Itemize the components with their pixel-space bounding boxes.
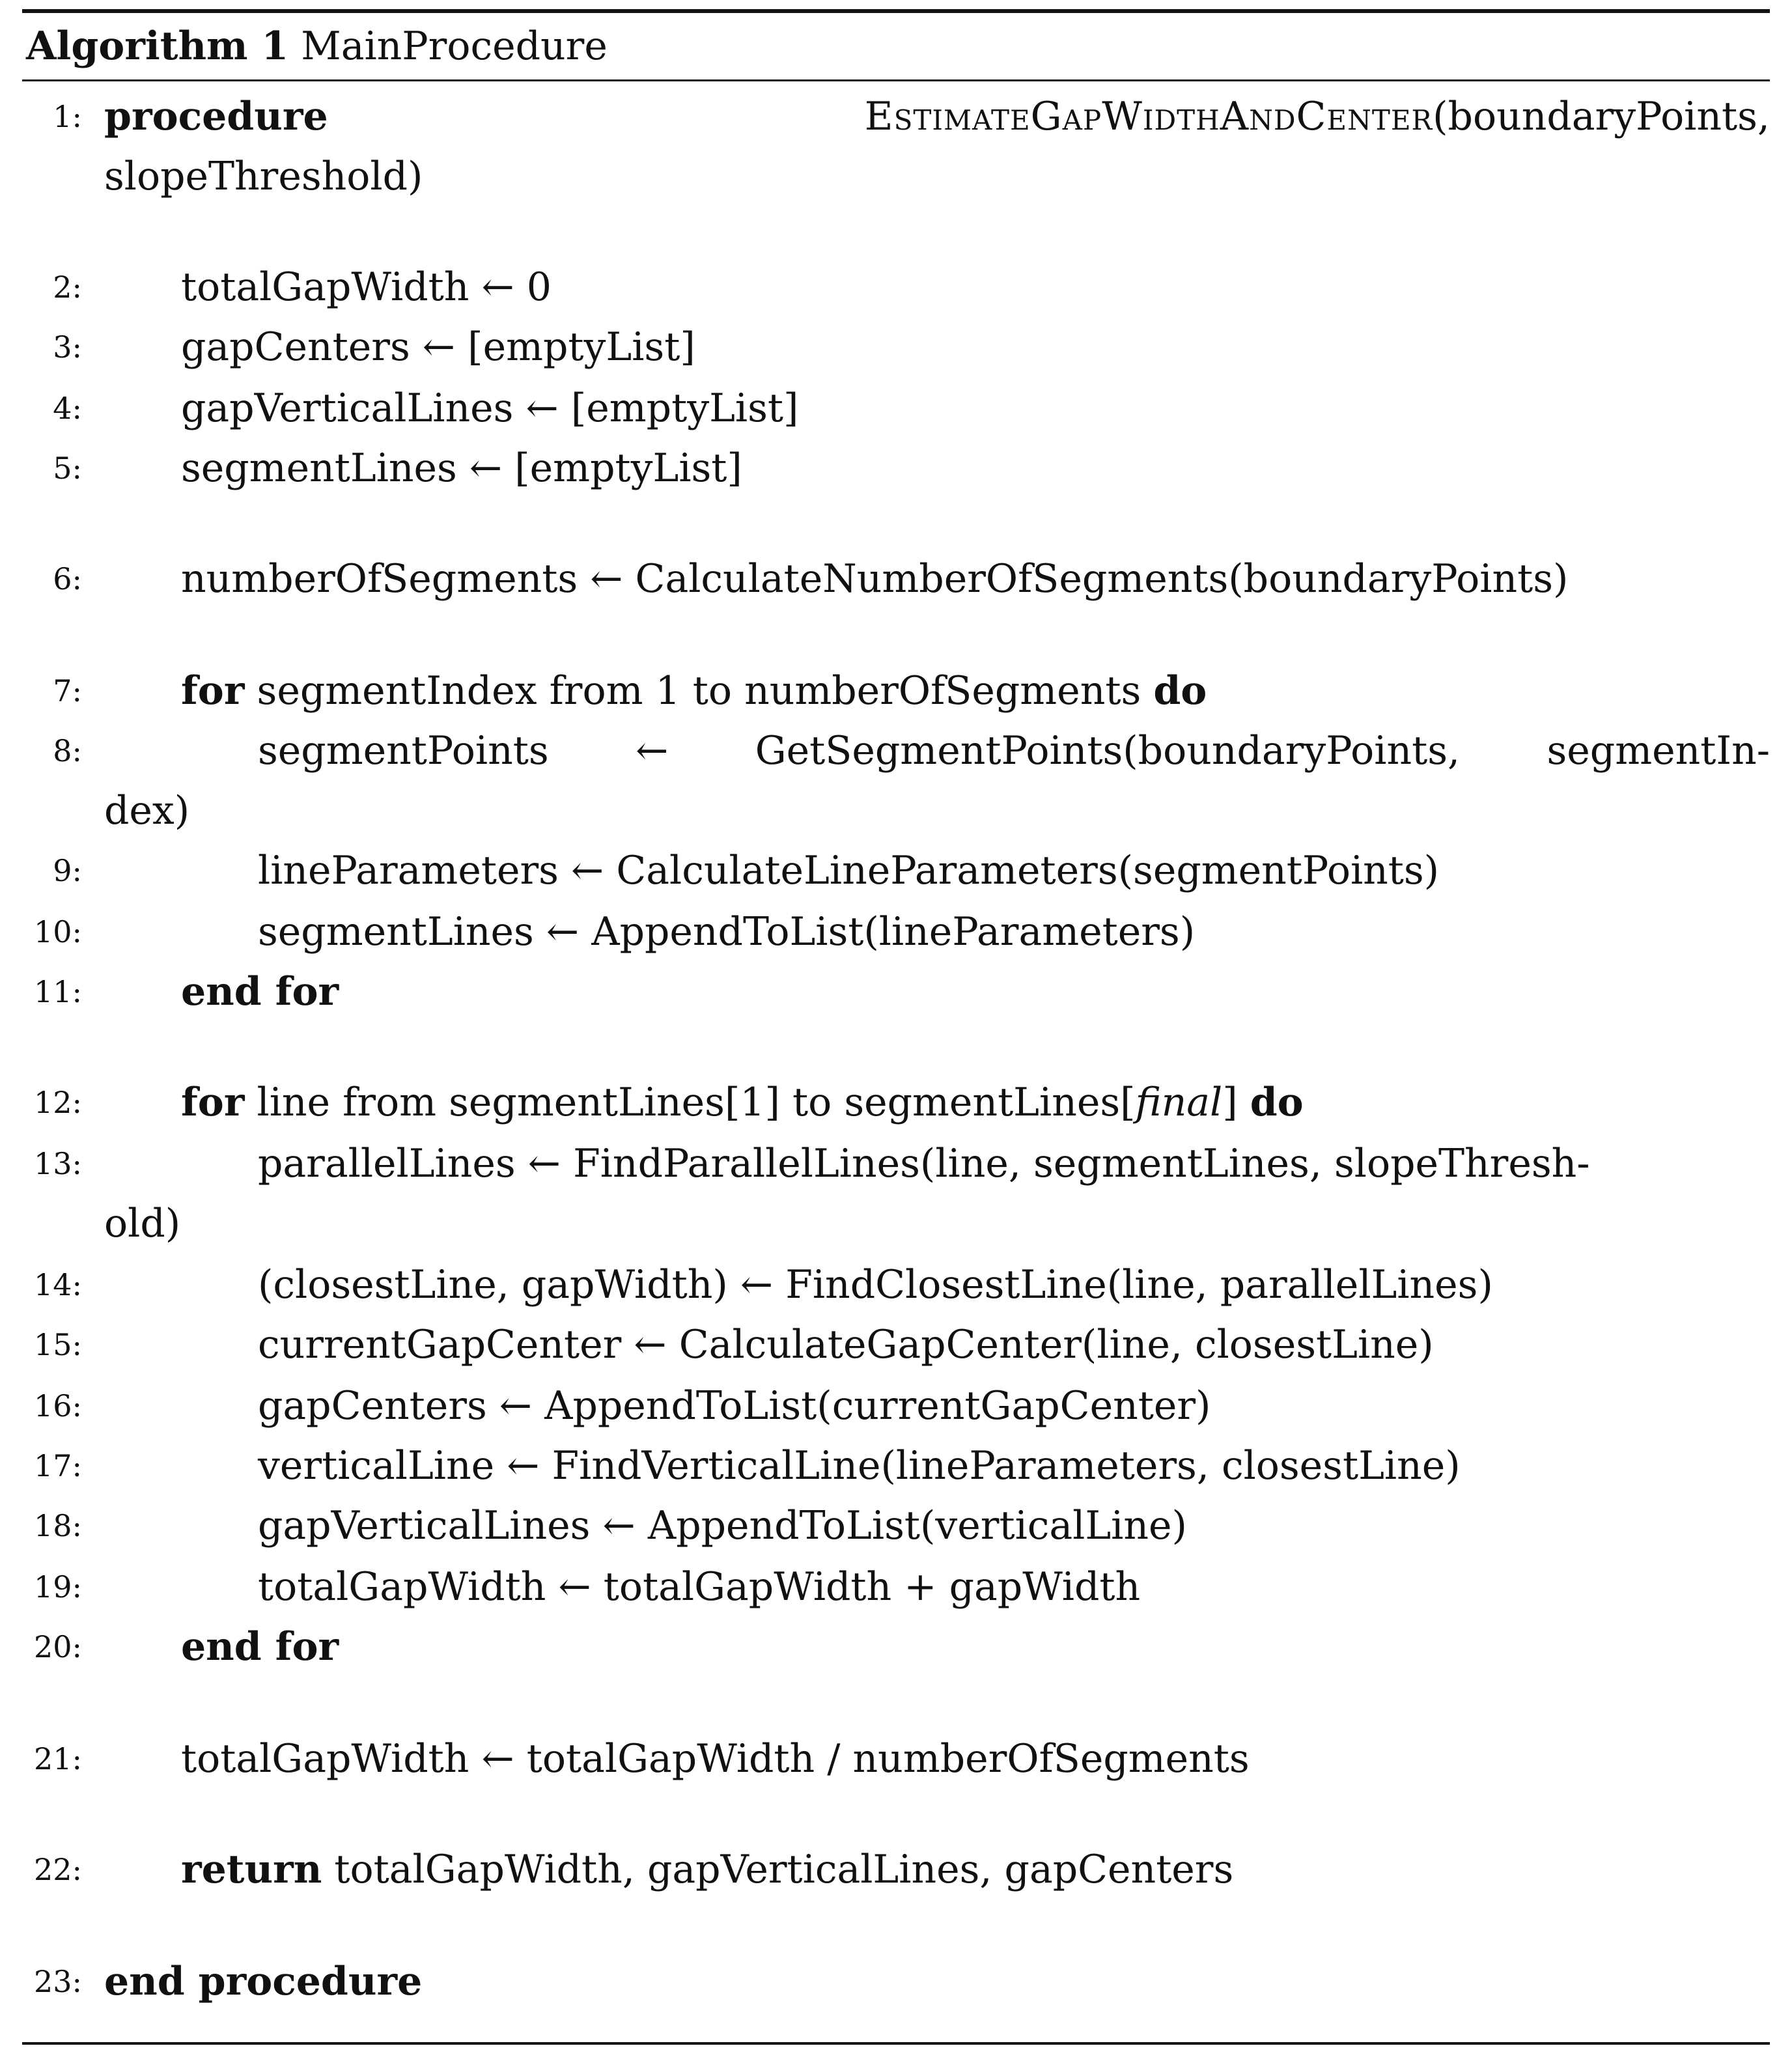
line-number: 15: [33,1327,82,1362]
line-code: gapVerticalLines ← AppendToList(verticalLine) [258,1503,1187,1549]
algorithm-line-3 [22,318,1770,376]
line-continuation: old) [104,1201,181,1246]
code-token: GetSegmentPoints(boundaryPoints, [755,728,1461,774]
line-code: verticalLine ← FindVerticalLine(lineParameters, closestLine) [258,1443,1461,1489]
algorithm-line-23 [22,1952,1770,2011]
line-number: 4: [53,391,82,426]
algorithm-line-19 [22,1558,1770,1616]
line-code: segmentLines ← [emptyList] [181,445,742,491]
line-code: totalGapWidth ← totalGapWidth / numberOfSegments [181,1736,1250,1782]
line-code: lineParameters ← CalculateLineParameters(segmentPoints) [258,848,1440,893]
procedure-signature [865,87,1770,146]
line-number: 1: [53,99,82,134]
algorithm-line-13-cont [22,1194,1770,1253]
line-number: 9: [53,853,82,888]
line-code: totalGapWidth ← 0 [181,264,552,310]
algorithm-line-1 [22,87,1770,146]
line-number: 16: [33,1388,82,1423]
algorithm-label: Algorithm 1 [26,23,289,69]
algorithm-line-16 [22,1377,1770,1435]
top-rule [22,9,1770,13]
algorithm-line-8-cont [22,781,1770,840]
algorithm-line-10 [22,903,1770,961]
algorithm-name: MainProcedure [301,23,608,69]
return-values: totalGapWidth, gapVerticalLines, gapCenters [322,1847,1234,1892]
line-number: 18: [33,1508,82,1543]
line-number: 17: [33,1448,82,1483]
line-code [181,1840,1233,1899]
line-code [258,722,1770,780]
algorithm-line-20 [22,1618,1770,1676]
algorithm-line-5 [22,439,1770,498]
code-token: segmentPoints [258,728,549,774]
line-number: 8: [53,733,82,768]
algorithm-line-18 [22,1496,1770,1555]
keyword-for: for [181,668,245,714]
line-code: gapCenters ← [emptyList] [181,324,695,370]
line-number: 3: [53,329,82,365]
algorithm-line-12 [22,1073,1770,1132]
algorithm-line-11 [22,962,1770,1021]
line-code: parallelLines ← FindParallelLines(line, segmentLines, slopeThresh- [258,1141,1590,1186]
algorithm-line-4 [22,379,1770,438]
keyword-end-for: end for [181,1624,339,1670]
bottom-rule [22,2042,1770,2045]
line-code: (closestLine, gapWidth) ← FindClosestLine(line, parallelLines) [258,1262,1493,1308]
algorithm-line-7 [22,662,1770,720]
code-token: ← [636,728,669,774]
line-number: 2: [53,270,82,305]
procedure-args: (boundaryPoints, [1433,94,1770,139]
line-number: 6: [53,561,82,596]
line-number: 5: [53,451,82,486]
line-code: gapCenters ← AppendToList(currentGapCenter) [258,1383,1211,1429]
algorithm-line-13 [22,1134,1770,1193]
line-code [181,1073,1304,1132]
line-number: 21: [33,1741,82,1776]
line-code [181,662,1207,720]
algorithm-line-22 [22,1840,1770,1899]
loop-condition: segmentIndex from 1 to numberOfSegments [257,668,1141,714]
line-number: 7: [53,673,82,708]
caption-rule [22,79,1770,81]
algorithm-line-2 [22,258,1770,316]
algorithm-line-15 [22,1315,1770,1374]
loop-range: line from segmentLines[1] to segmentLines[ [257,1080,1136,1125]
algorithm-line-17 [22,1437,1770,1495]
line-number: 20: [33,1629,82,1664]
line-number: 13: [33,1146,82,1181]
line-number: 11: [33,974,82,1009]
line-code: segmentLines ← AppendToList(lineParameters) [258,909,1196,955]
line-number: 19: [33,1569,82,1605]
line-number: 14: [33,1267,82,1302]
line-number: 10: [33,914,82,949]
line-number: 23: [33,1964,82,1999]
line-code: gapVerticalLines ← [emptyList] [181,386,799,431]
algorithm-line-8 [22,722,1770,780]
algorithm-line-21 [22,1730,1770,1788]
line-continuation: dex) [104,788,190,834]
algorithm-line-9 [22,841,1770,900]
loop-condition [257,1080,1238,1125]
line-continuation: slopeThreshold) [104,154,423,199]
keyword-end-procedure: end procedure [104,1959,423,2004]
line-number: 12: [33,1085,82,1120]
procedure-name: EstimateGapWidthAndCenter [864,94,1433,139]
keyword-return: return [181,1847,322,1892]
keyword-do: do [1153,668,1207,714]
loop-range-end: ] [1222,1080,1238,1125]
keyword-do: do [1250,1080,1304,1125]
algorithm-line-1-cont [22,147,1770,206]
line-code: numberOfSegments ← CalculateNumberOfSegments(boundaryPoints) [181,556,1569,602]
algorithm-block [22,0,1770,2061]
keyword-end-for: end for [181,969,339,1015]
keyword-for: for [181,1080,245,1125]
line-number: 22: [33,1852,82,1887]
algorithm-line-14 [22,1255,1770,1314]
final-variable: final [1135,1080,1223,1125]
line-code: totalGapWidth ← totalGapWidth + gapWidth [258,1564,1141,1610]
algorithm-line-6 [22,550,1770,608]
line-code: currentGapCenter ← CalculateGapCenter(line, closestLine) [258,1322,1434,1367]
keyword-procedure: procedure [104,94,328,139]
code-token: segmentIn- [1547,728,1770,774]
algorithm-caption [26,18,608,74]
